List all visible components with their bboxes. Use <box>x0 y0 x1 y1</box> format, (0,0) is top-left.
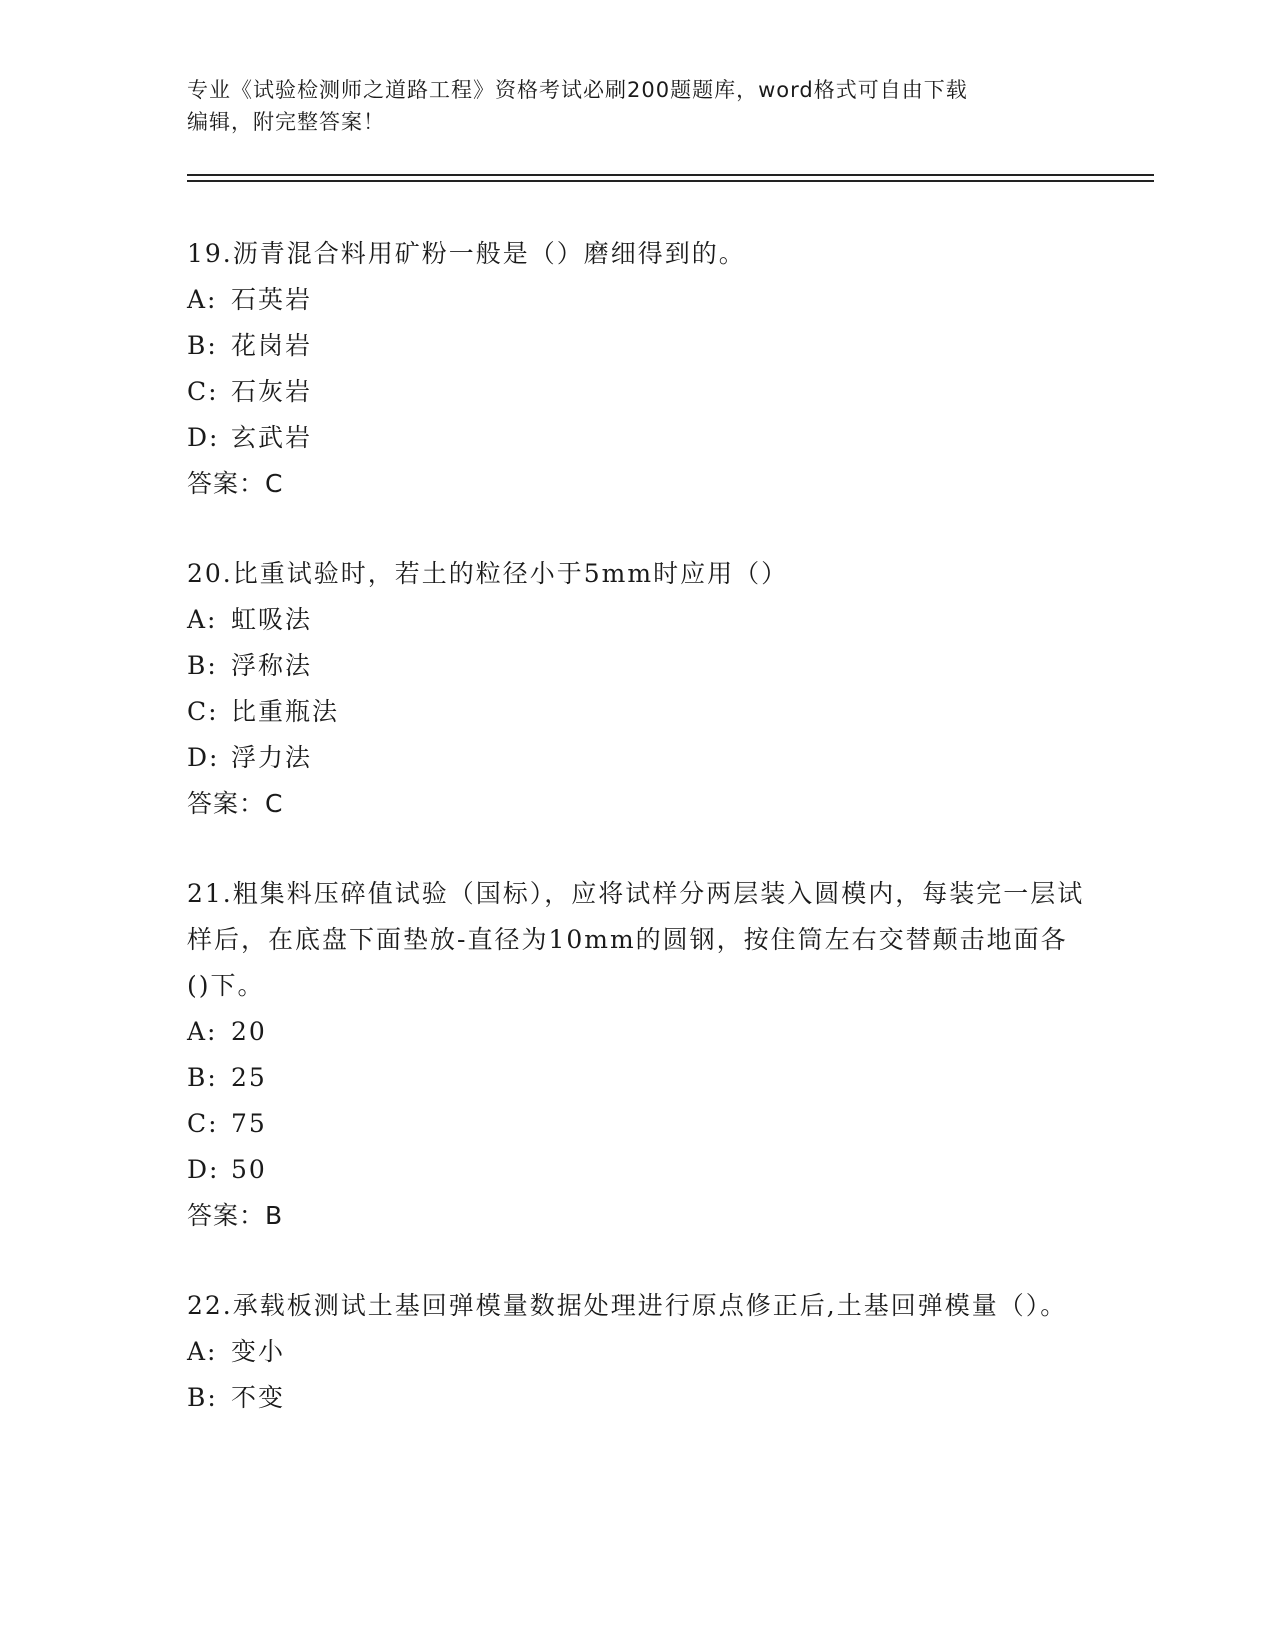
header-divider-top <box>187 174 1154 176</box>
option-d <box>187 415 1087 461</box>
option-letter: D: <box>187 1155 220 1184</box>
option-a <box>187 1329 1087 1375</box>
option-a <box>187 1009 1087 1055</box>
option-text: 虹吸法 <box>231 605 313 634</box>
option-text: 50 <box>231 1155 267 1184</box>
option-letter: D: <box>187 743 220 772</box>
header-divider-bottom <box>187 180 1154 182</box>
option-text: 浮称法 <box>231 651 313 680</box>
option-letter: D: <box>187 423 220 452</box>
option-letter: B: <box>187 651 218 680</box>
option-text: 75 <box>231 1109 267 1138</box>
option-d <box>187 1147 1087 1193</box>
option-text: 25 <box>231 1063 267 1092</box>
option-text: 不变 <box>231 1383 286 1412</box>
option-a <box>187 277 1087 323</box>
question-20 <box>187 551 1087 827</box>
option-text: 比重瓶法 <box>231 697 340 726</box>
option-letter: B: <box>187 1383 218 1412</box>
option-text: 变小 <box>231 1337 286 1366</box>
question-stem: 20.比重试验时，若土的粒径小于5mm时应用（） <box>187 559 789 588</box>
option-c <box>187 689 1087 735</box>
option-letter: C: <box>187 377 219 406</box>
option-letter: C: <box>187 697 219 726</box>
option-b <box>187 1055 1087 1101</box>
option-letter: C: <box>187 1109 219 1138</box>
option-letter: A: <box>187 1337 218 1366</box>
option-letter: A: <box>187 605 218 634</box>
option-text: 花岗岩 <box>231 331 313 360</box>
option-text: 玄武岩 <box>231 423 313 452</box>
question-22 <box>187 1283 1087 1421</box>
question-21 <box>187 871 1087 1239</box>
document-header <box>187 74 1087 138</box>
option-d <box>187 735 1087 781</box>
header-line-2: 编辑，附完整答案！ <box>187 110 385 134</box>
header-line-1: 专业《试验检测师之道路工程》资格考试必刷200题题库，word格式可自由下载 <box>187 78 968 102</box>
answer: 答案：C <box>187 789 284 818</box>
option-b <box>187 643 1087 689</box>
option-text: 石灰岩 <box>231 377 313 406</box>
option-c <box>187 1101 1087 1147</box>
option-b <box>187 323 1087 369</box>
option-letter: B: <box>187 331 218 360</box>
option-letter: A: <box>187 1017 218 1046</box>
answer: 答案：B <box>187 1201 284 1230</box>
option-text: 浮力法 <box>231 743 313 772</box>
question-19 <box>187 231 1087 507</box>
option-b <box>187 1375 1087 1421</box>
question-stem: 22.承载板测试土基回弹模量数据处理进行原点修正后,土基回弹模量（）。 <box>187 1291 1068 1320</box>
question-stem: 21.粗集料压碎值试验（国标），应将试样分两层装入圆模内，每装完一层试样后，在底盘下面垫放-直径为10mm的圆钢，按住筒左右交替颠击地面各()下。 <box>187 879 1085 1000</box>
option-letter: B: <box>187 1063 218 1092</box>
option-c <box>187 369 1087 415</box>
option-text: 石英岩 <box>231 285 313 314</box>
question-stem: 19.沥青混合料用矿粉一般是（）磨细得到的。 <box>187 239 746 268</box>
option-a <box>187 597 1087 643</box>
option-letter: A: <box>187 285 218 314</box>
answer: 答案：C <box>187 469 284 498</box>
option-text: 20 <box>231 1017 267 1046</box>
